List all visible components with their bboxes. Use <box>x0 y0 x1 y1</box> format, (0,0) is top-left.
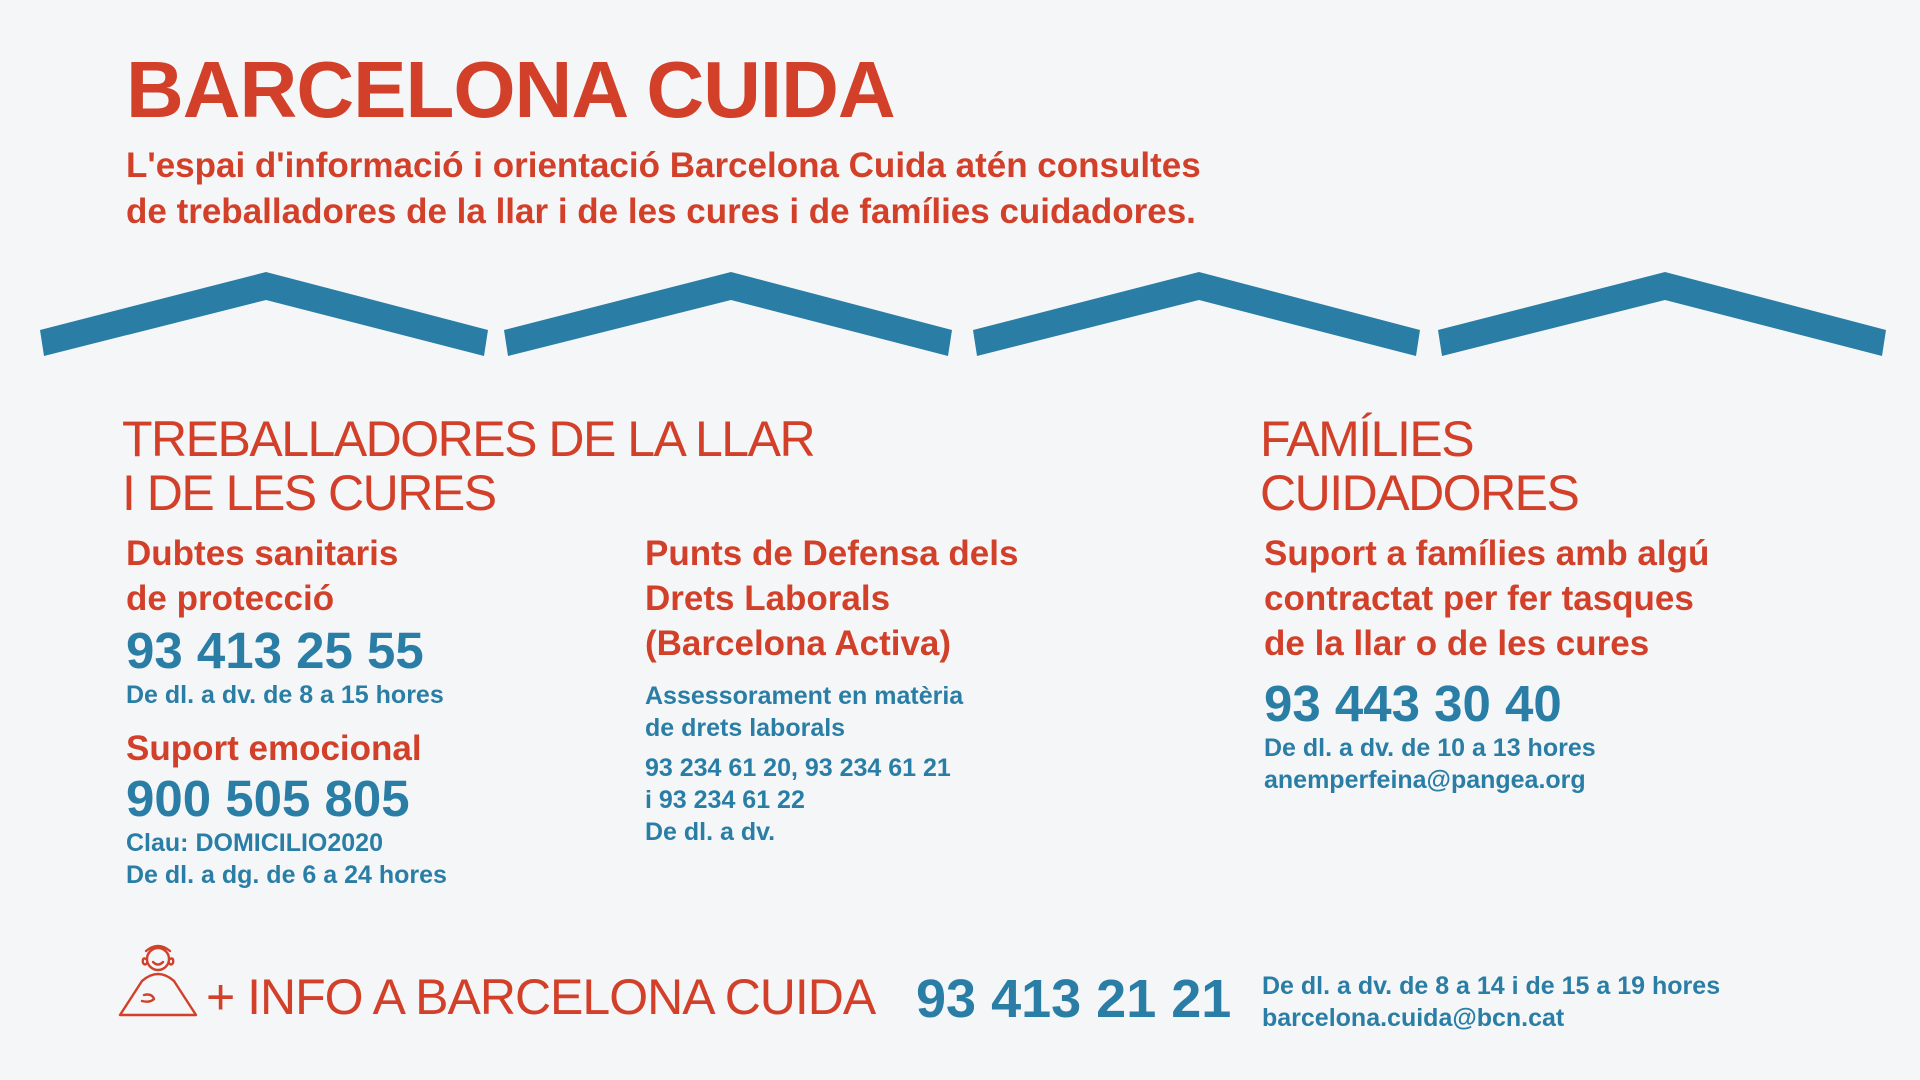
health-hours: De dl. a dv. de 8 a 15 hores <box>126 681 444 709</box>
emotional-label: Suport emocional <box>126 729 422 768</box>
families-label: Suport a famílies amb algú <box>1264 534 1710 573</box>
families-phone[interactable]: 93 443 30 40 <box>1264 675 1562 732</box>
heading-line: CUIDADORES <box>1260 465 1579 521</box>
roof-shape-1 <box>40 272 488 356</box>
roof-shape-2 <box>504 272 952 356</box>
emotional-block <box>126 726 447 891</box>
intro-line: de treballadores de la llar i de les cures i de famílies cuidadores. <box>126 192 1196 231</box>
health-label: Dubtes sanitaris <box>126 534 399 573</box>
rights-hours: De dl. a dv. <box>645 818 776 846</box>
roof-shape-3 <box>973 272 1420 356</box>
families-hours: De dl. a dv. de 10 a 13 hores <box>1264 734 1596 762</box>
rights-label: Punts de Defensa dels <box>645 534 1019 573</box>
intro-text <box>126 143 1201 235</box>
emotional-code: Clau: DOMICILIO2020 <box>126 829 383 857</box>
families-label: de la llar o de les cures <box>1264 624 1650 663</box>
emotional-hours: De dl. a dg. de 6 a 24 hores <box>126 861 447 889</box>
rights-desc: de drets laborals <box>645 714 846 742</box>
person-at-desk-icon <box>116 937 200 1021</box>
health-phone[interactable]: 93 413 25 55 <box>126 622 424 679</box>
rights-phones[interactable]: i 93 234 61 22 <box>645 786 805 814</box>
rights-block <box>645 531 1018 848</box>
families-label: contractat per fer tasques <box>1264 579 1694 618</box>
families-heading <box>1260 412 1578 520</box>
heading-line: I DE LES CURES <box>122 465 496 521</box>
intro-line: L'espai d'informació i orientació Barcelona Cuida atén consultes <box>126 146 1201 185</box>
health-label: de protecció <box>126 579 335 618</box>
roof-shape-4 <box>1438 272 1886 356</box>
heading-line: FAMÍLIES <box>1260 411 1474 467</box>
families-email[interactable]: anemperfeina@pangea.org <box>1264 766 1586 794</box>
footer-phone[interactable]: 93 413 21 21 <box>916 969 1232 1029</box>
footer-hours: De dl. a dv. de 8 a 14 i de 15 a 19 hores <box>1262 972 1721 1000</box>
heading-line: TREBALLADORES DE LA LLAR <box>122 411 815 467</box>
rights-desc: Assessorament en matèria <box>645 682 964 710</box>
rights-phones[interactable]: 93 234 61 20, 93 234 61 21 <box>645 754 951 782</box>
footer-info: + INFO A BARCELONA CUIDA <box>206 969 876 1025</box>
rights-label: Drets Laborals <box>645 579 891 618</box>
footer-email[interactable]: barcelona.cuida@bcn.cat <box>1262 1004 1565 1032</box>
rights-label: (Barcelona Activa) <box>645 624 952 663</box>
roof-divider <box>0 260 1920 370</box>
health-block <box>126 531 444 711</box>
footer-contact <box>1262 970 1720 1034</box>
workers-heading <box>122 412 814 520</box>
emotional-phone[interactable]: 900 505 805 <box>126 770 410 827</box>
page-title: BARCELONA CUIDA <box>126 45 895 134</box>
families-block <box>1264 531 1709 796</box>
